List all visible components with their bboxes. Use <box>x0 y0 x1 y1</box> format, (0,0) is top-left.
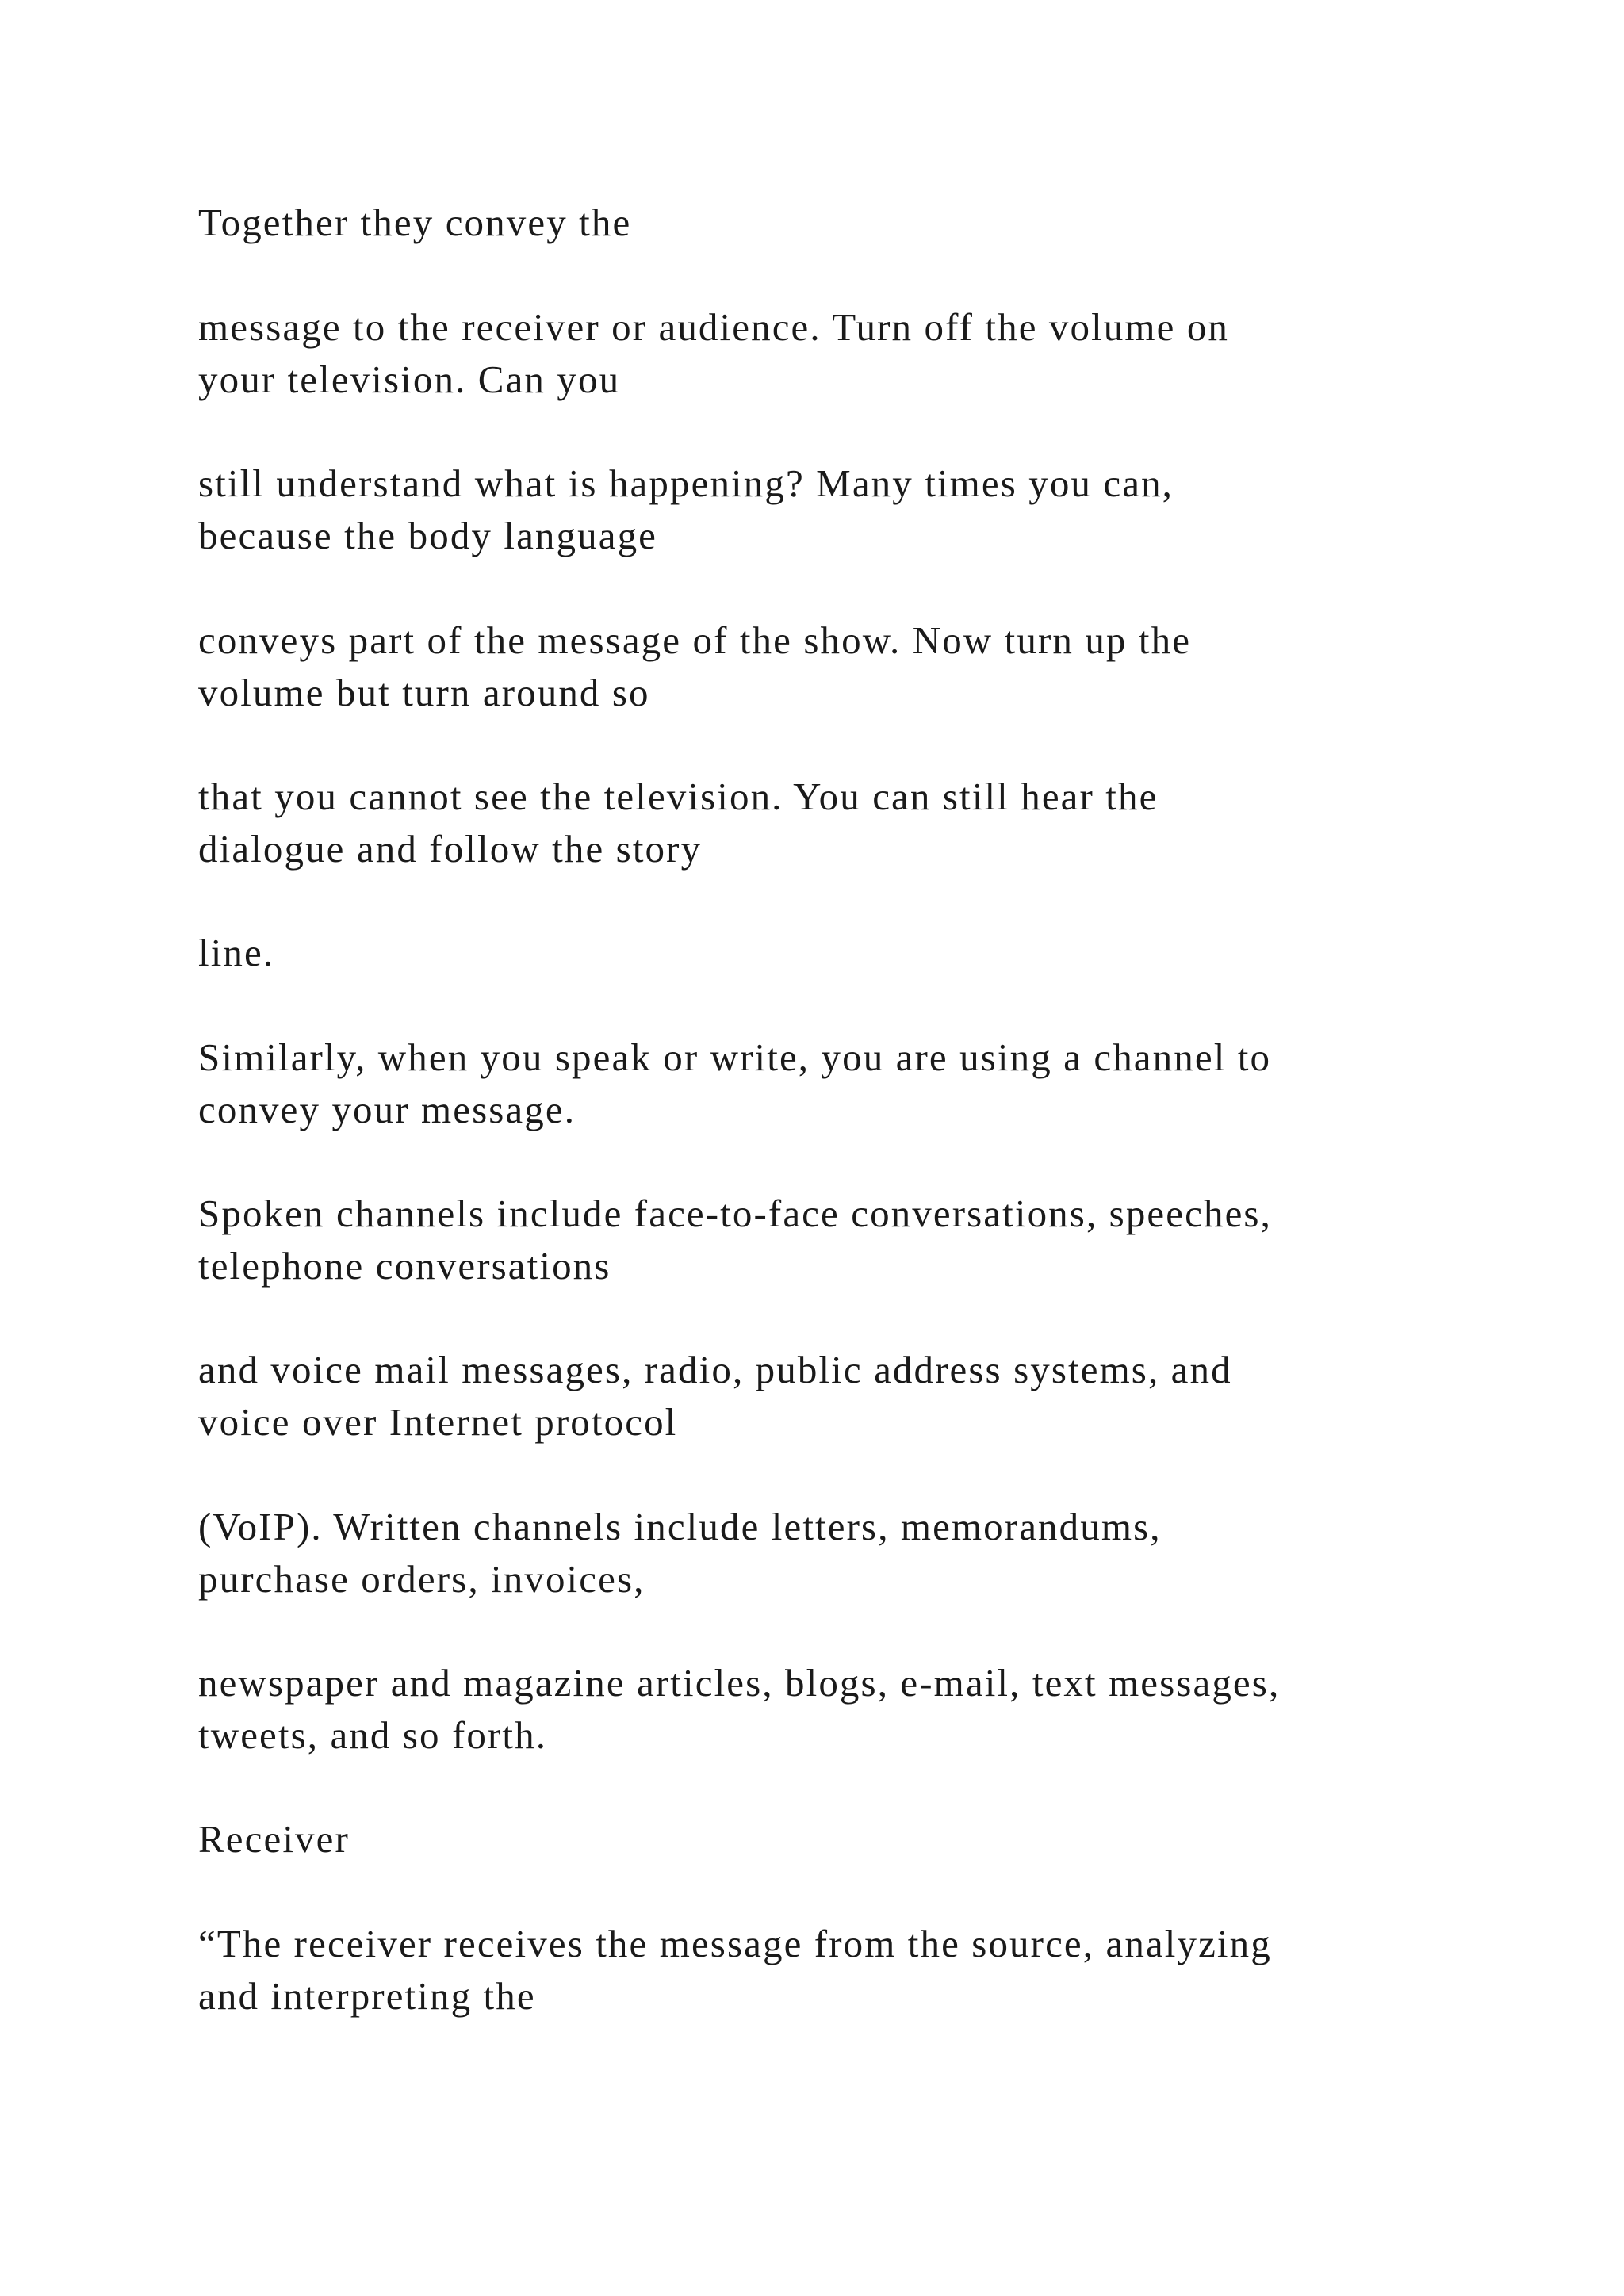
paragraph-5: that you cannot see the television. You can still hear the dialogue and follow the story <box>198 775 1159 871</box>
paragraph-12: “The receiver receives the message from the source, analyzing and interpreting the <box>198 1922 1272 2018</box>
paragraph-7: Similarly, when you speak or write, you are using a channel to convey your message. <box>198 1035 1272 1131</box>
paragraph-11: newspaper and magazine articles, blogs, e-mail, text messages, tweets, and so forth. <box>198 1661 1281 1757</box>
paragraph-1: Together they convey the <box>198 201 632 244</box>
paragraph-4: conveys part of the message of the show. Now turn up the volume but turn around so <box>198 618 1192 714</box>
paragraph-2: message to the receiver or audience. Turn off the volume on your television. Can you <box>198 305 1230 401</box>
paragraph-8: Spoken channels include face-to-face conversations, speeches, telephone conversations <box>198 1192 1272 1288</box>
paragraph-3: still understand what is happening? Many times you can, because the body language <box>198 461 1174 557</box>
paragraph-6: line. <box>198 931 275 974</box>
section-heading-receiver: Receiver <box>198 1817 350 1861</box>
paragraph-10: (VoIP). Written channels include letters, memorandums, purchase orders, invoices, <box>198 1505 1162 1601</box>
paragraph-9: and voice mail messages, radio, public address systems, and voice over Internet protocol <box>198 1348 1232 1444</box>
